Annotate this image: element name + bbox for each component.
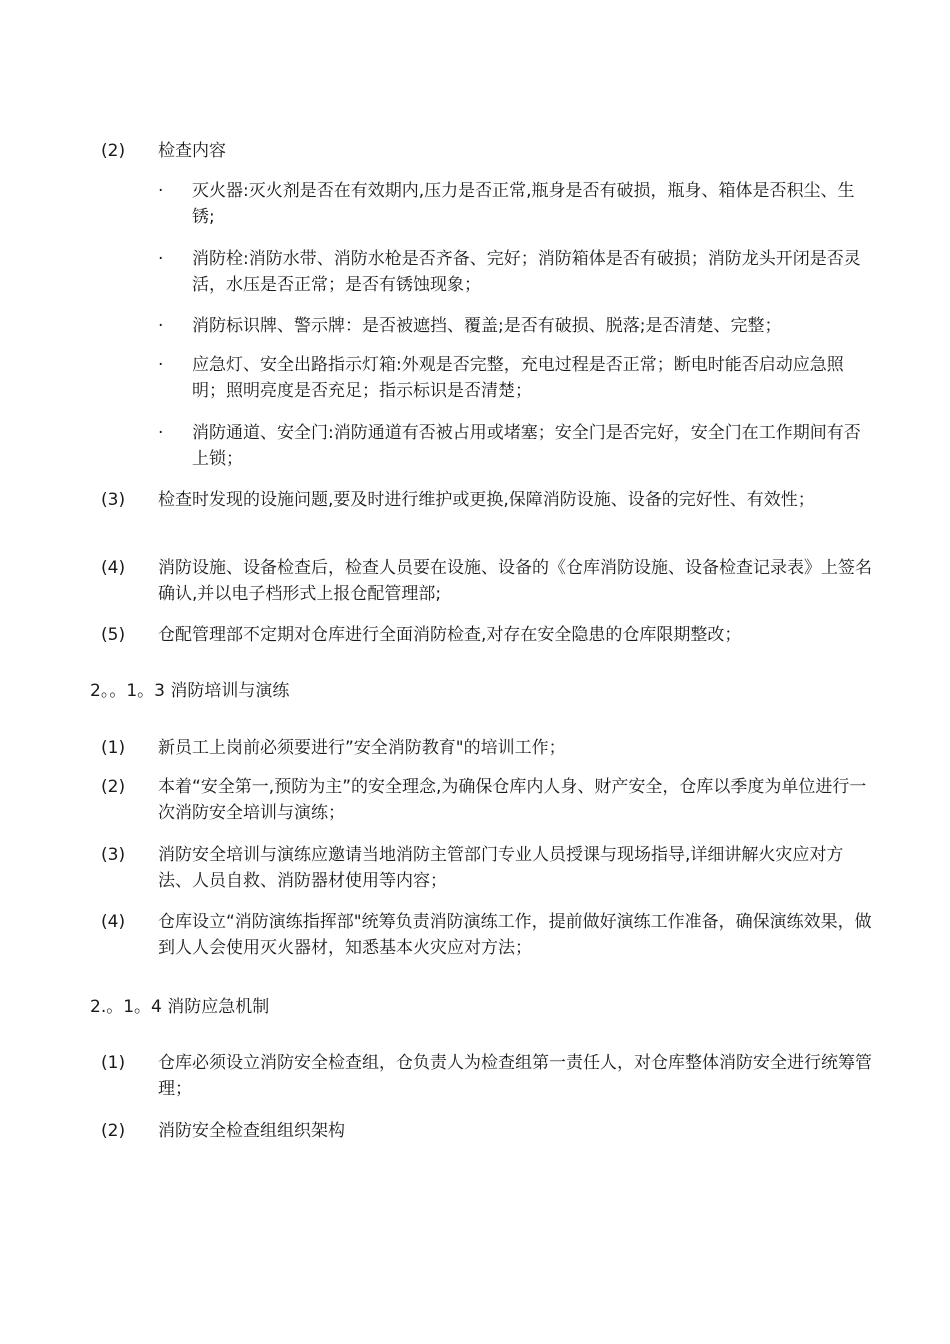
item-text: 仓配管理部不定期对仓库进行全面消防检查,对存在安全隐患的仓库限期整改； — [158, 625, 742, 645]
item-text: 仓库设立“消防演练指挥部"统筹负责消防演练工作，提前做好演练工作准备，确保演练效果，做到人人会使用灭火器材，知悉基本火灾应对方法； — [158, 912, 872, 958]
item-number: (2) — [101, 1121, 126, 1141]
item-text: 消防安全培训与演练应邀请当地消防主管部门专业人员授课与现场指导,详细讲解火灾应对方法、人员自救、消防器材使用等内容； — [158, 845, 844, 891]
bullet-text: 消防栓:消防水带、消防水枪是否齐备、完好；消防箱体是否有破损；消防龙头开闭是否灵活，水压是否正常；是否有锈蚀现象； — [192, 249, 861, 295]
item-number: (3) — [101, 490, 126, 510]
item-number: (4) — [101, 912, 126, 932]
item-text: 消防设施、设备检查后，检查人员要在设施、设备的《仓库消防设施、设备检查记录表》上签名确认,并以电子档形式上报仓配管理部; — [158, 558, 872, 604]
bullet-mark: · — [158, 249, 164, 269]
item-text: 仓库必须设立消防安全检查组，仓负责人为检查组第一责任人，对仓库整体消防安全进行统筹管理； — [158, 1053, 872, 1099]
item-text: 检查内容 — [158, 141, 226, 161]
bullet-mark: · — [158, 423, 164, 443]
bullet-text: 应急灯、安全出路指示灯箱:外观是否完整，充电过程是否正常；断电时能否启动应急照明；照明亮度是否充足；指示标识是否清楚； — [192, 355, 844, 401]
item-number: (2) — [101, 777, 126, 797]
section-heading: 2.。1。4 消防应急机制 — [90, 997, 270, 1017]
item-number: (3) — [101, 845, 126, 865]
item-text: 检查时发现的设施问题,要及时进行维护或更换,保障消防设施、设备的完好性、有效性； — [158, 490, 815, 510]
item-text: 消防安全检查组组织架构 — [158, 1121, 345, 1141]
item-number: (1) — [101, 738, 126, 758]
bullet-mark: · — [158, 181, 164, 201]
bullet-mark: · — [158, 316, 164, 336]
item-number: (4) — [101, 558, 126, 578]
bullet-text: 灭火器:灭火剂是否在有效期内,压力是否正常,瓶身是否有破损，瓶身、箱体是否积尘、生锈; — [192, 181, 855, 227]
section-heading: 2。。1。3 消防培训与演练 — [90, 681, 290, 701]
item-text: 本着“安全第一,预防为主”的安全理念,为确保仓库内人身、财产安全，仓库以季度为单位进行一次消防安全培训与演练； — [158, 777, 867, 823]
bullet-text: 消防标识牌、警示牌：是否被遮挡、覆盖;是否有破损、脱落;是否清楚、完整； — [192, 316, 782, 336]
bullet-mark: · — [158, 355, 164, 375]
item-text: 新员工上岗前必须要进行”安全消防教育"的培训工作； — [158, 738, 566, 758]
bullet-text: 消防通道、安全门:消防通道有否被占用或堵塞；安全门是否完好，安全门在工作期间有否上锁； — [192, 423, 861, 469]
item-number: (2) — [101, 141, 126, 161]
item-number: (5) — [101, 625, 126, 645]
item-number: (1) — [101, 1053, 126, 1073]
